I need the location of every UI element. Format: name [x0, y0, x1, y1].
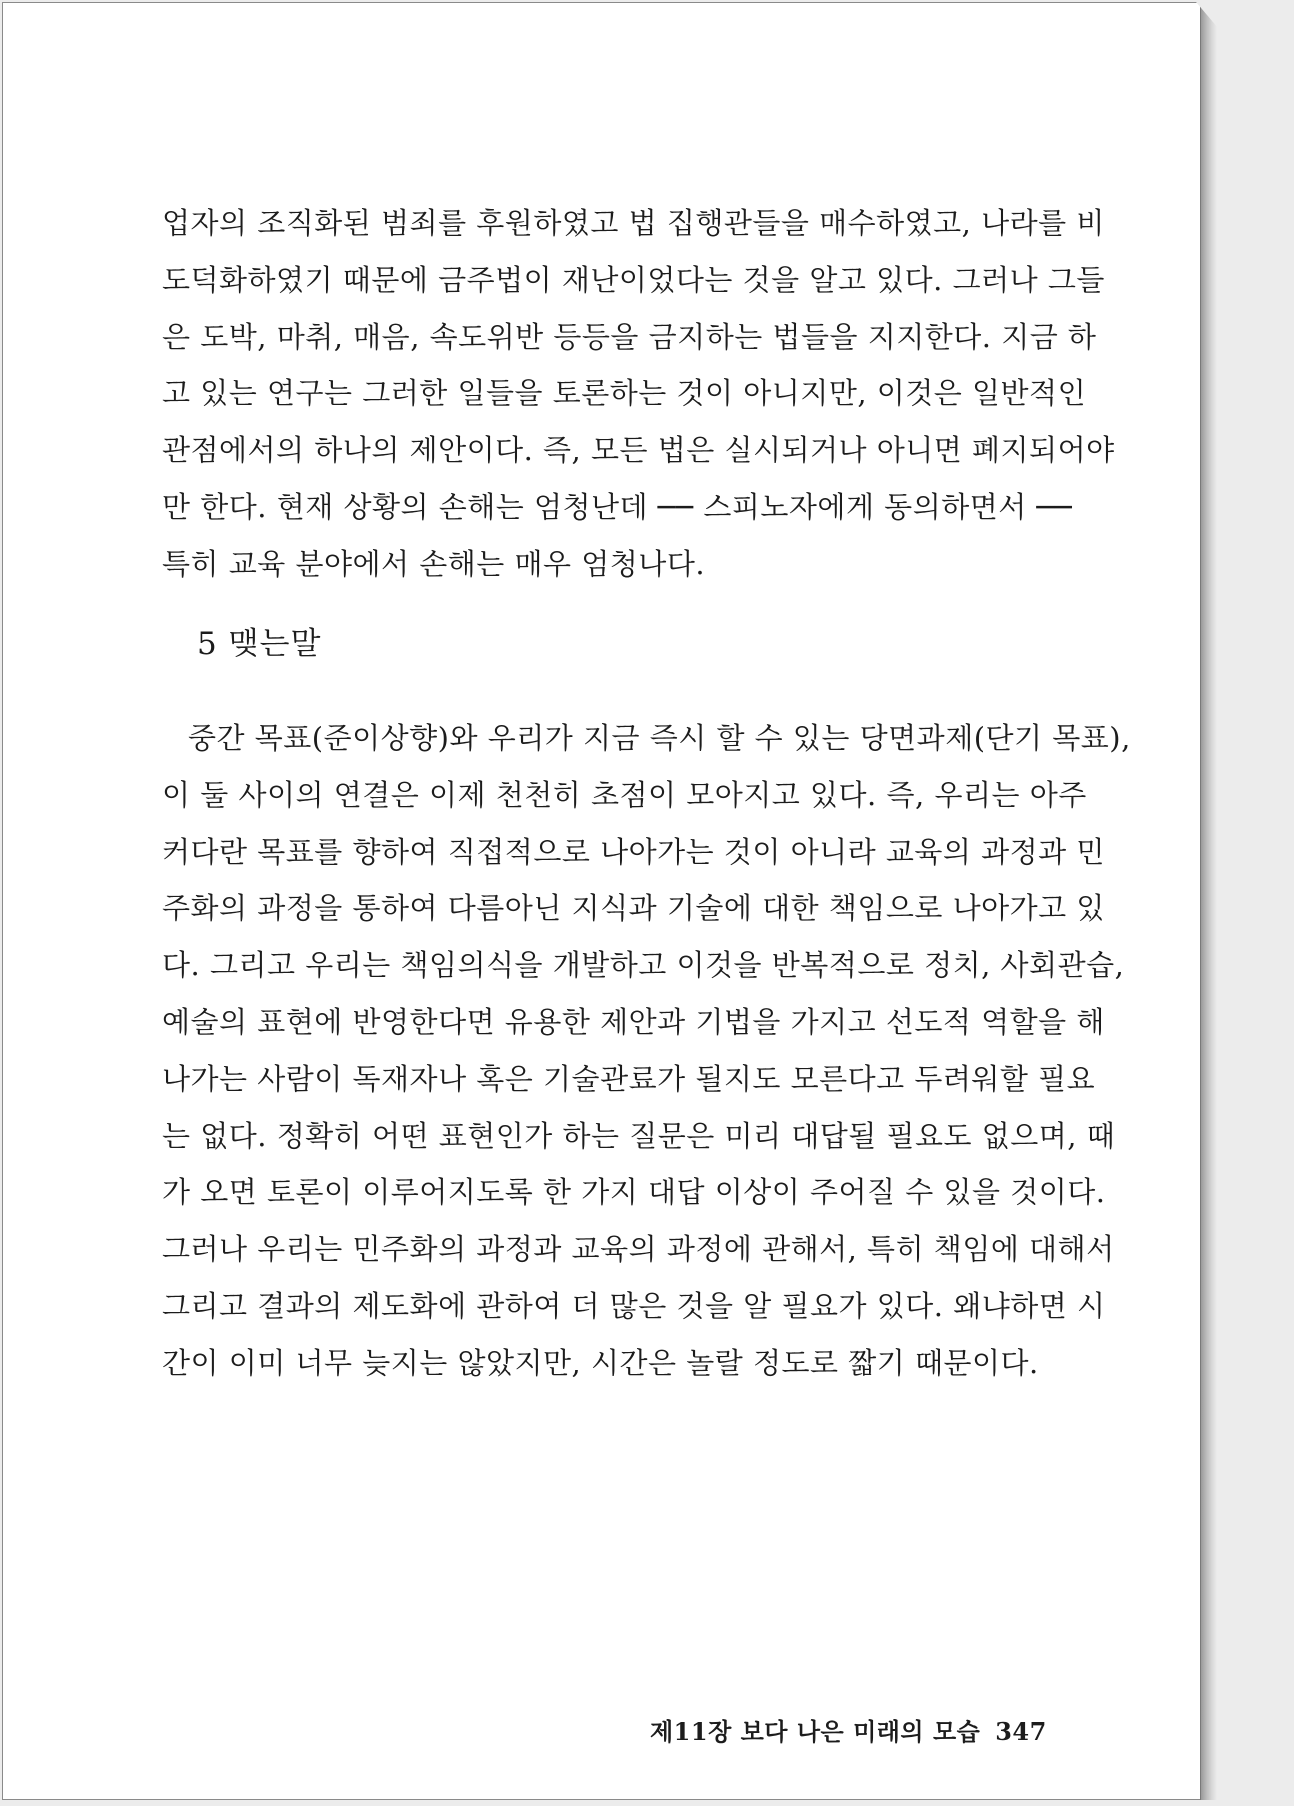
paragraph-1: [162, 195, 1115, 593]
paragraph-line: 가 오면 토론이 이루어지도록 한 가지 대답 이상이 주어질 수 있을 것이다.: [162, 1175, 1106, 1210]
paragraph-line: 커다란 목표를 향하여 직접적으로 나아가는 것이 아니라 교육의 과정과 민: [162, 834, 1105, 869]
section-heading: 5 맺는말: [197, 626, 322, 662]
paragraph-line: 관점에서의 하나의 제안이다. 즉, 모든 법은 실시되거나 아니면 폐지되어야: [162, 433, 1115, 468]
paragraph-line: 그리고 결과의 제도화에 관하여 더 많은 것을 알 필요가 있다. 왜냐하면 시: [162, 1288, 1106, 1323]
paragraph-line: 간이 이미 너무 늦지는 않았지만, 시간은 놀랄 정도로 짧기 때문이다.: [162, 1345, 1039, 1380]
paragraph-2: [162, 710, 1131, 1392]
paragraph-line: 업자의 조직화된 범죄를 후원하였고 법 집행관들을 매수하였고, 나라를 비: [162, 206, 1105, 240]
page-corner-fold: [1196, 2, 1218, 28]
paragraph-line: 중간 목표(준이상향)와 우리가 지금 즉시 할 수 있는 당면과제(단기 목표),: [188, 721, 1131, 755]
paragraph-line: 예술의 표현에 반영한다면 유용한 제안과 기법을 가지고 선도적 역할을 해: [162, 1004, 1105, 1039]
paragraph-line: 나가는 사람이 독재자나 혹은 기술관료가 될지도 모른다고 두려워할 필요: [162, 1061, 1096, 1096]
paragraph-line: 그러나 우리는 민주화의 과정과 교육의 과정에 관해서, 특히 책임에 대해서: [162, 1232, 1115, 1267]
paragraph-line: 특히 교육 분야에서 손해는 매우 엄청나다.: [162, 546, 706, 581]
paragraph-line: 고 있는 연구는 그러한 일들을 토론하는 것이 아니지만, 이것은 일반적인: [162, 376, 1087, 411]
paragraph-line: 다. 그리고 우리는 책임의식을 개발하고 이것을 반복적으로 정치, 사회관습,: [162, 948, 1125, 983]
page-footer: [650, 1712, 1047, 1747]
paragraph-line: 도덕화하였기 때문에 금주법이 재난이었다는 것을 알고 있다. 그러나 그들: [162, 262, 1105, 297]
page-number: 347: [995, 1717, 1047, 1746]
paragraph-line: 이 둘 사이의 연결은 이제 천천히 초점이 모아지고 있다. 즉, 우리는 아주: [162, 777, 1087, 812]
paragraph-line: 은 도박, 마취, 매음, 속도위반 등등을 금지하는 법들을 지지한다. 지금 하: [162, 319, 1097, 354]
paragraph-line: 는 없다. 정확히 어떤 표현인가 하는 질문은 미리 대답될 필요도 없으며, 때: [162, 1118, 1116, 1153]
paragraph-line: 만 한다. 현재 상황의 손해는 엄청난데 ── 스피노자에게 동의하면서 ──: [162, 489, 1073, 524]
paragraph-line: 주화의 과정을 통하여 다름아닌 지식과 기술에 대한 책임으로 나아가고 있: [162, 891, 1105, 926]
running-head: 제11장 보다 나은 미래의 모습: [650, 1717, 981, 1746]
page-stack-edge: [1200, 6, 1217, 1800]
